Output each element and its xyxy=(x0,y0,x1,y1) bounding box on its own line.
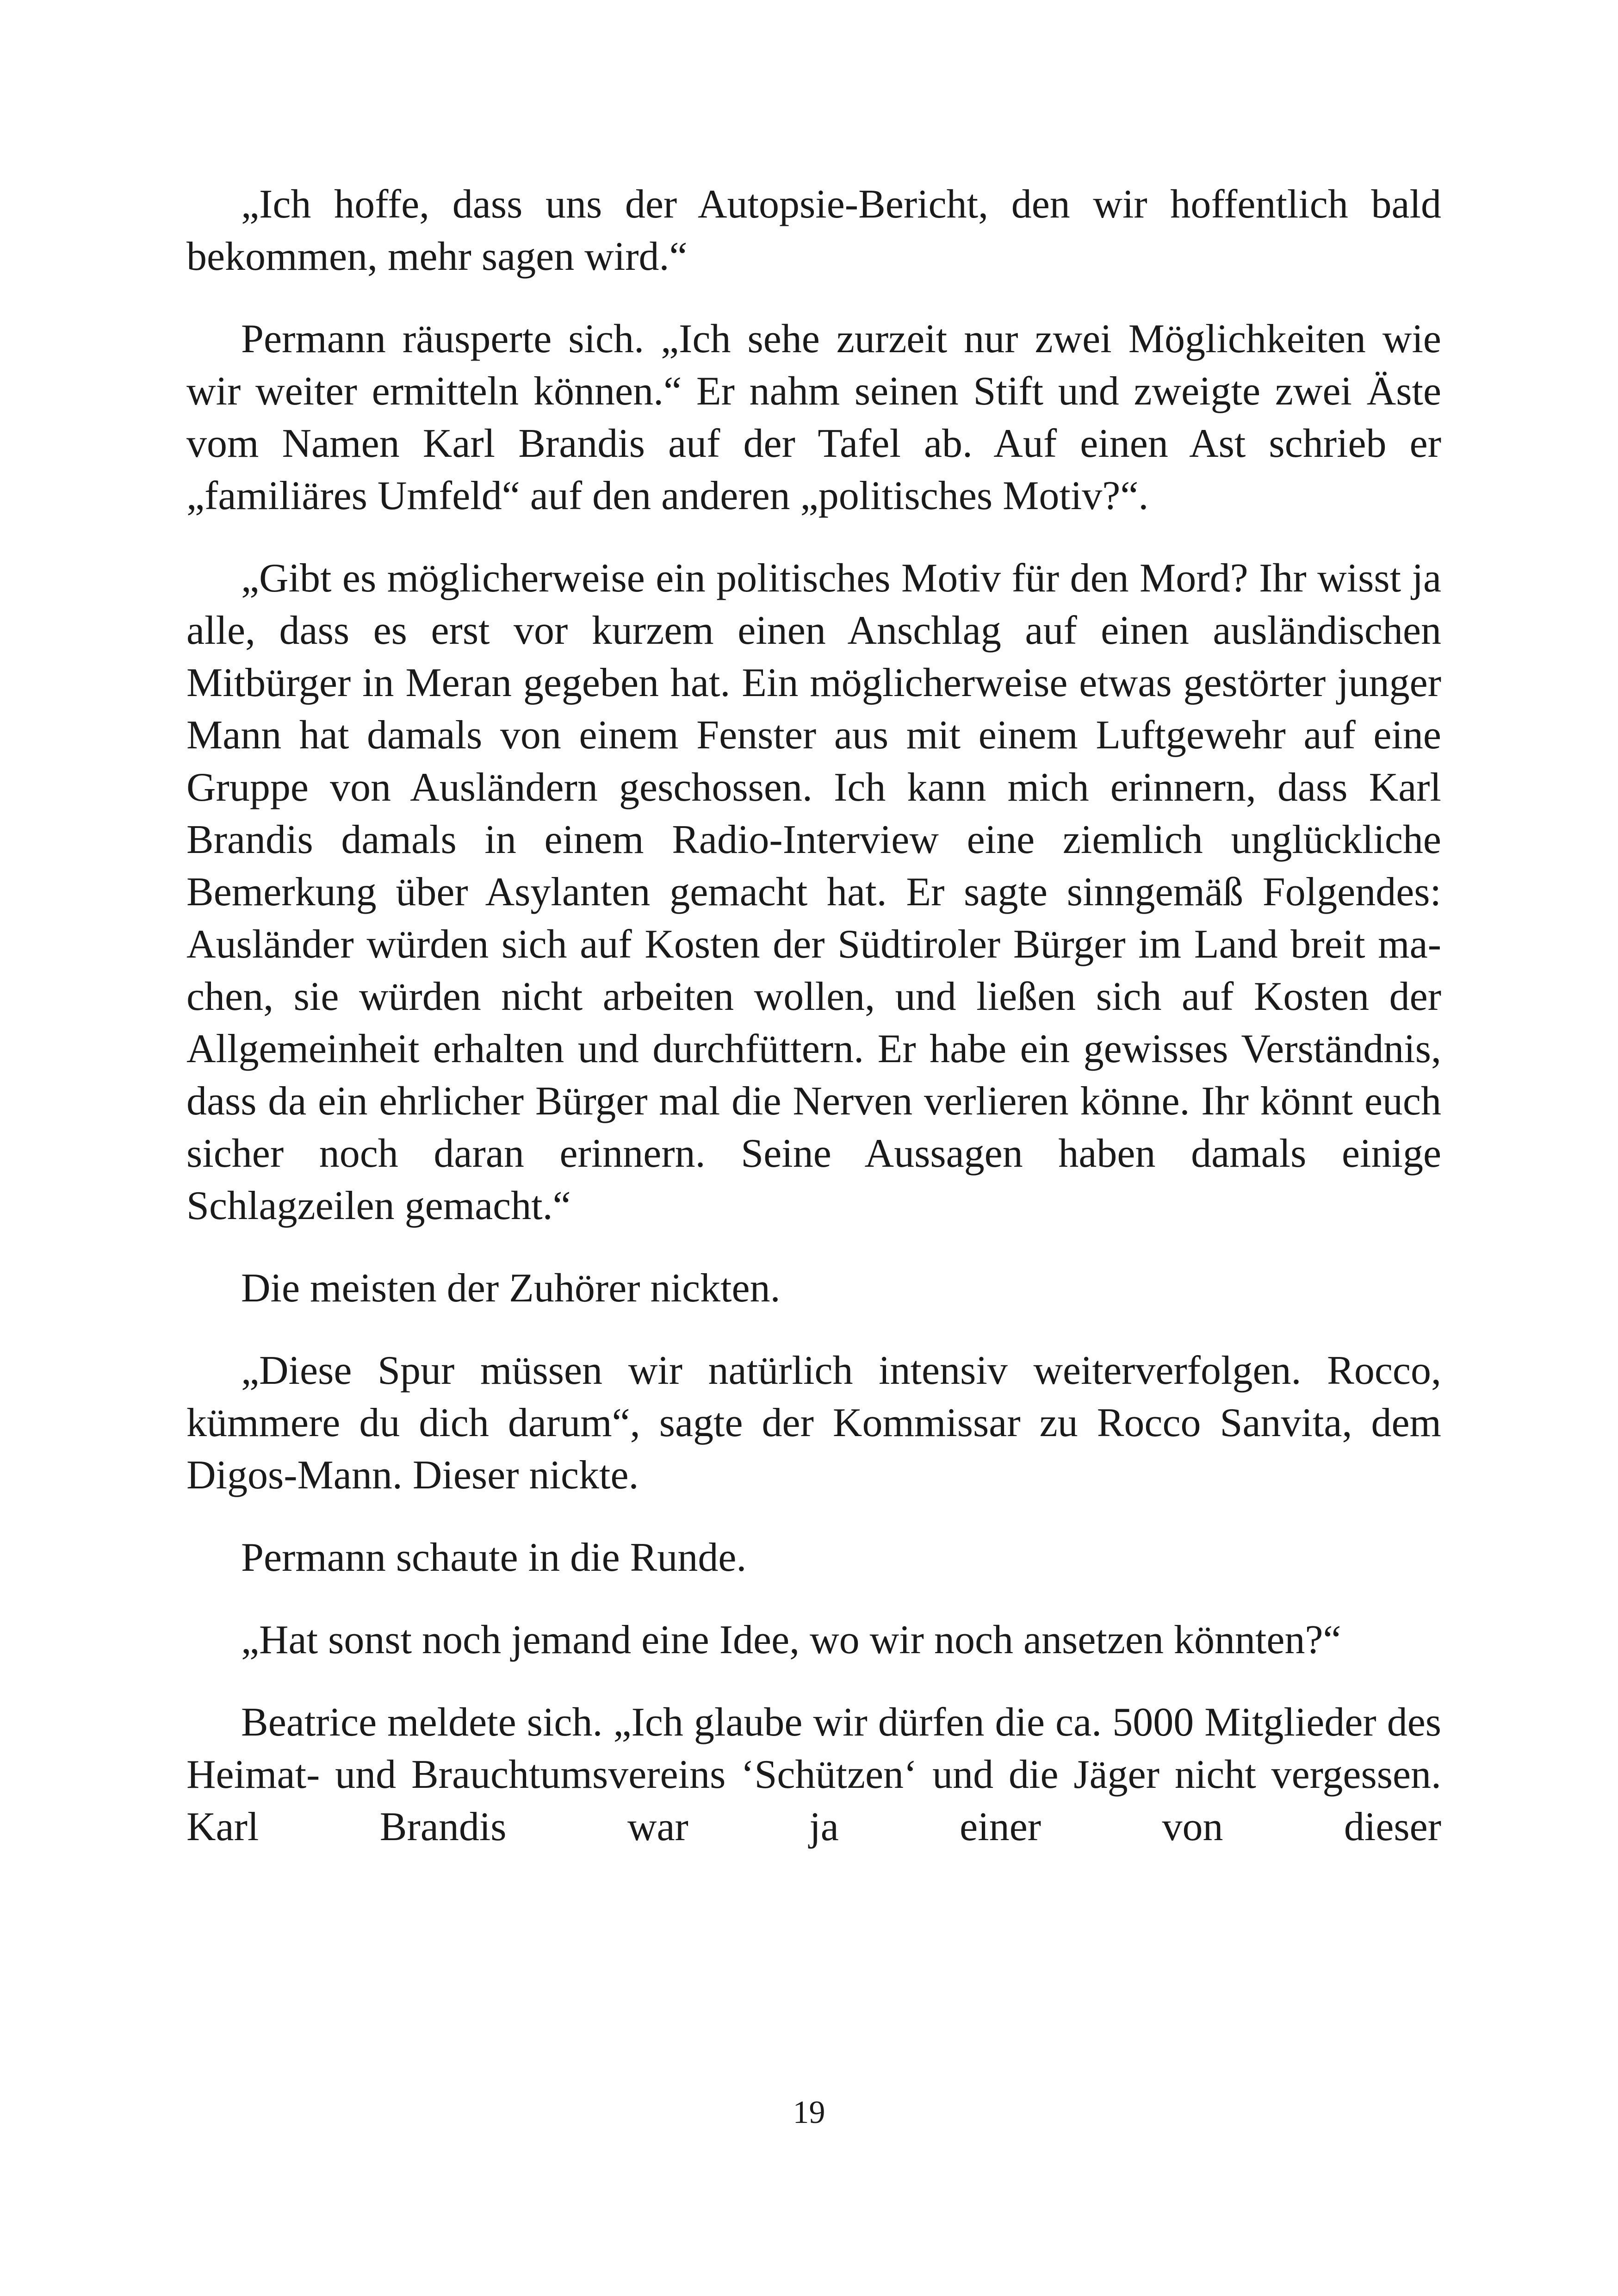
paragraph-2: Permann räusperte sich. „Ich sehe zurzeit nur zwei Möglichkeiten wie wir weiter ermitteln können.“ Er nahm seinen Stift und zweigte zwei Äste vom Namen Karl Brandis auf der Tafel ab. Auf einen Ast schrieb er „familiäres Umfeld“ auf den anderen „politisches Motiv?“. xyxy=(186,317,1441,518)
paragraph-5: „Diese Spur müssen wir natürlich intensiv weiterverfolgen. Rocco, kümmere du dich darum“, sagte der Kommissar zu Rocco Sanvita, dem Digos-Mann. Dieser nickte. xyxy=(186,1348,1441,1498)
paragraph-1: „Ich hoffe, dass uns der Autopsie-Bericht, den wir hoffentlich bald bekommen, mehr sagen wird.“ xyxy=(186,182,1441,279)
page-number: 19 xyxy=(793,2095,825,2130)
paragraph-8: Beatrice meldete sich. „Ich glaube wir dürfen die ca. 5000 Mitglieder des Heimat- und Brauchtumsvereins ‘Schützen‘ und die Jäger nicht vergessen. Karl Brandis war ja einer von dieser xyxy=(186,1700,1441,1849)
paragraph-6: Permann schaute in die Runde. xyxy=(241,1535,747,1580)
paragraph-4: Die meisten der Zuhörer nickten. xyxy=(241,1266,781,1311)
paragraph-3: „Gibt es möglicherweise ein politisches Motiv für den Mord? Ihr wisst ja alle, dass es erst vor kurzem einen Anschlag auf einen ausländischen Mitbürger in Meran gegeben hat. Ein möglicherweise etwas gestörter junger Mann hat damals von einem Fenster aus mit einem Luftgewehr auf eine Gruppe von Ausländern geschossen. Ich kann mich erinnern, dass Karl Brandis damals in einem Radio-Interview eine ziemlich unglückliche Bemerkung über Asylanten gemacht hat. Er sagte sinngemäß Folgendes: Ausländer würden sich auf Kosten der Südtiroler Bürger im Land breit machen, sie würden nicht arbeiten wollen, und ließen sich auf Kosten der Allgemeinheit erhalten und durchfüttern. Er habe ein gewisses Verständnis, dass da ein ehrlicher Bürger mal die Nerven verlieren könne. Ihr könnt euch sicher noch daran erinnern. Seine Aussagen haben damals einige Schlagzeilen gemacht.“ xyxy=(186,556,1441,1228)
body-text xyxy=(186,178,1441,1853)
paragraph-7: „Hat sonst noch jemand eine Idee, wo wir noch ansetzen könnten?“ xyxy=(241,1618,1341,1662)
